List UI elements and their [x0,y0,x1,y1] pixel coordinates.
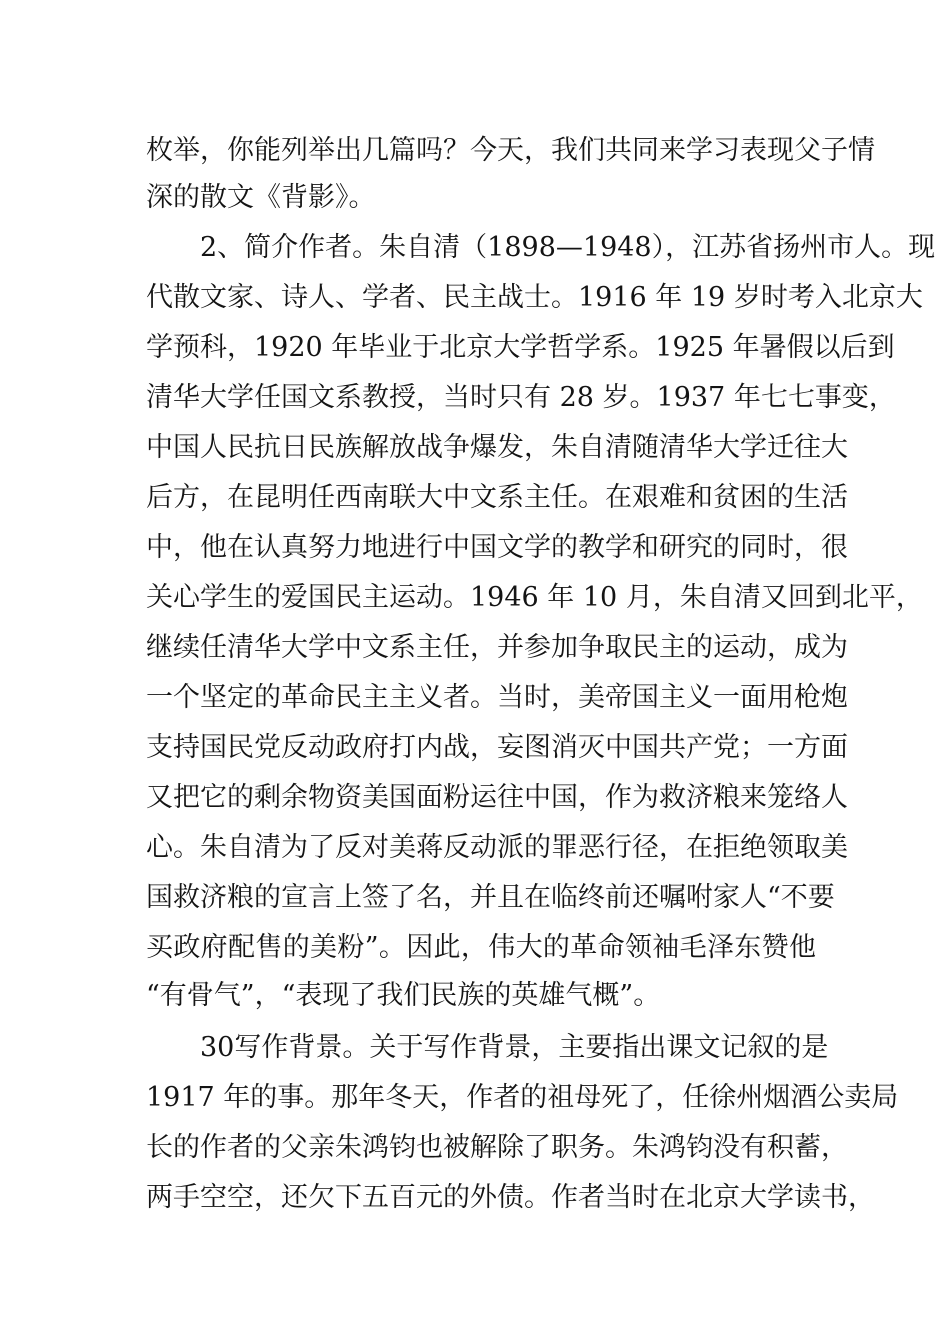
text-line: 一个坚定的革命民主主义者。当时，美帝国主义一面用枪炮 [146,682,848,713]
text-line: 继续任清华大学中文系主任，并参加争取民主的运动，成为 [146,632,848,663]
text-line: 心。朱自清为了反对美蒋反动派的罪恶行径，在拒绝领取美 [146,832,848,863]
text-line: 两手空空，还欠下五百元的外债。作者当时在北京大学读书， [146,1182,875,1213]
text-line: 关心学生的爱国民主运动。1946 年 10 月，朱自清又回到北平， [146,582,923,613]
text-line: 长的作者的父亲朱鸿钧也被解除了职务。朱鸿钧没有积蓄， [146,1132,848,1163]
text-line: 买政府配售的美粉”。因此，伟大的革命领袖毛泽东赞他 [146,932,816,963]
text-line: 学预科，1920 年毕业于北京大学哲学系。1925 年暑假以后到 [146,332,895,363]
text-line: 清华大学任国文系教授，当时只有 28 岁。1937 年七七事变， [146,382,896,413]
text-line: 支持国民党反动政府打内战，妄图消灭中国共产党；一方面 [146,732,848,763]
text-line: 代散文家、诗人、学者、民主战士。1916 年 19 岁时考入北京大 [146,282,923,313]
text-line: “有骨气”，“表现了我们民族的英雄气概”。 [146,980,661,1011]
text-line: 2、简介作者。朱自清（1898—1948），江苏省扬州市人。现 [200,232,936,263]
text-line: 国救济粮的宣言上签了名，并且在临终前还嘱咐家人“不要 [146,882,835,913]
text-line: 又把它的剩余物资美国面粉运往中国，作为救济粮来笼络人 [146,782,848,813]
text-line: 后方，在昆明任西南联大中文系主任。在艰难和贫困的生活 [146,482,848,513]
text-line: 1917 年的事。那年冬天，作者的祖母死了，任徐州烟酒公卖局 [146,1082,899,1113]
text-line: 深的散文《背影》。 [146,182,376,213]
text-line: 枚举，你能列举出几篇吗？今天，我们共同来学习表现父子情 [146,135,875,166]
text-line: 30写作背景。关于写作背景，主要指出课文记叙的是 [200,1032,829,1063]
text-line: 中，他在认真努力地进行中国文学的教学和研究的同时，很 [146,532,848,563]
text-line: 中国人民抗日民族解放战争爆发，朱自清随清华大学迁往大 [146,432,848,463]
